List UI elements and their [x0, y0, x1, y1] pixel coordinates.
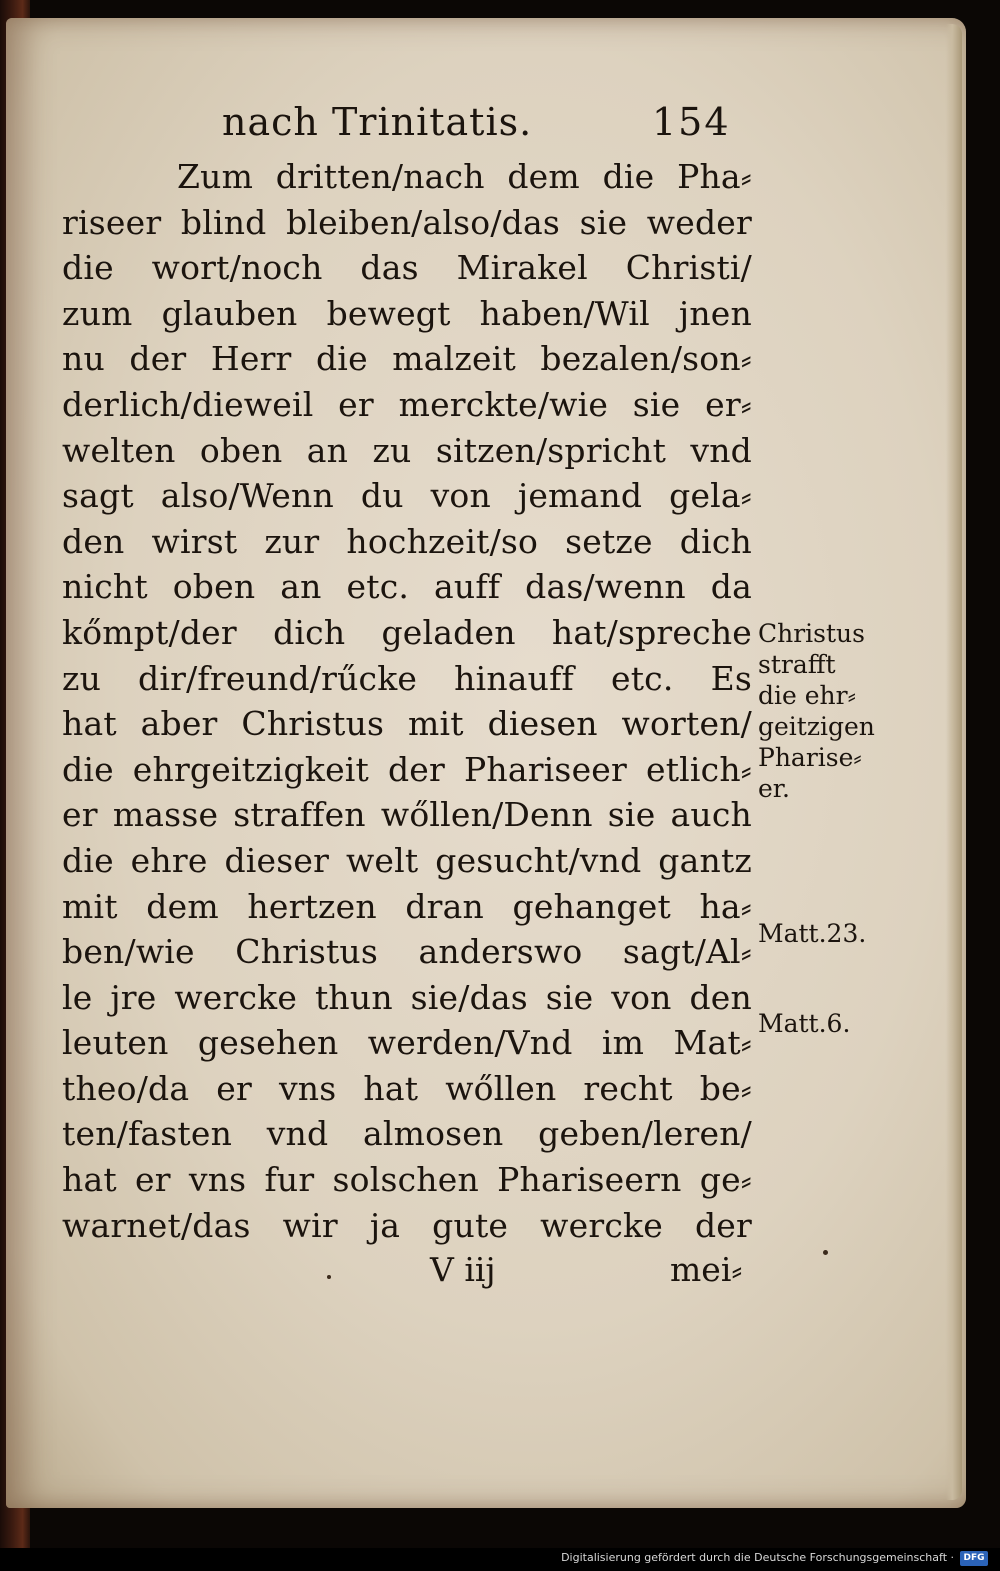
text-block: [62, 96, 752, 1298]
note-line: Pharise⸗: [758, 743, 862, 772]
signature-mark: V iij: [430, 1250, 496, 1290]
text-line: nicht oben an etc. auff das/wenn da: [62, 567, 752, 607]
signature-row: [62, 1248, 752, 1298]
dfg-logo: DFG: [960, 1551, 988, 1566]
paper-speck: [327, 1275, 331, 1279]
text-line: Zum dritten/nach dem die Pha⸗: [177, 157, 752, 196]
paper-speck: [823, 1250, 828, 1255]
folio-number: 154: [652, 100, 731, 144]
text-line: leuten gesehen werden/Vnd im Mat⸗: [62, 1023, 752, 1063]
text-line: sagt also/Wenn du von jemand gela⸗: [62, 476, 752, 516]
note-line: er.: [758, 774, 790, 803]
text-line: kőmpt/der dich geladen hat/spreche: [62, 612, 752, 652]
note-line: strafft: [758, 650, 836, 679]
text-line: hat er vns fur solschen Phariseern ge⸗: [62, 1160, 752, 1200]
marginal-note-matt-23: Matt.23.: [758, 919, 867, 948]
text-line: hat aber Christus mit diesen worten/: [62, 704, 752, 744]
page-edge: [946, 24, 962, 1500]
body-text: [62, 154, 752, 1248]
text-line: die ehrgeitzigkeit der Phariseer etlich⸗: [62, 749, 752, 789]
marginal-note-christus-strafft: [758, 618, 875, 804]
text-line: welten oben an zu sitzen/spricht vnd: [62, 430, 752, 470]
text-line: le jre wercke thun sie/das sie von den: [62, 977, 752, 1017]
text-line: ben/wie Christus anderswo sagt/Al⸗: [62, 932, 752, 972]
text-line: ten/fasten vnd almosen geben/leren/: [62, 1114, 752, 1154]
text-line: zum glauben bewegt haben/Wil jnen: [62, 293, 752, 333]
text-line: theo/da er vns hat wőllen recht be⸗: [62, 1068, 752, 1108]
note-line: geitzigen: [758, 712, 875, 741]
text-line: mit dem hertzen dran gehanget ha⸗: [62, 886, 752, 926]
text-line: zu dir/freund/rűcke hinauff etc. Es: [62, 658, 752, 698]
note-line: die ehr⸗: [758, 681, 856, 710]
footer-bar: [0, 1548, 1000, 1571]
text-line: warnet/das wir ja gute wercke der: [62, 1205, 752, 1245]
text-line: die ehre dieser welt gesucht/vnd gantz: [62, 840, 752, 880]
text-line: die wort/noch das Mirakel Christi/: [62, 248, 752, 288]
funding-credit: Digitalisierung gefördert durch die Deutsche Forschungsgemeinschaft ·: [561, 1551, 954, 1564]
catchword: mei⸗: [670, 1250, 743, 1290]
text-line: riseer blind bleiben/also/das sie weder: [62, 202, 752, 242]
text-line: er masse straffen wőllen/Denn sie auch: [62, 795, 752, 835]
page-header: [62, 96, 752, 154]
marginal-note-matt-6: Matt.6.: [758, 1009, 851, 1038]
running-head: nach Trinitatis.: [222, 100, 533, 144]
text-line: derlich/dieweil er merckte/wie sie er⸗: [62, 384, 752, 424]
text-line: nu der Herr die malzeit bezalen/son⸗: [62, 339, 752, 379]
text-line: den wirst zur hochzeit/so setze dich: [62, 521, 752, 561]
note-line: Christus: [758, 619, 865, 648]
